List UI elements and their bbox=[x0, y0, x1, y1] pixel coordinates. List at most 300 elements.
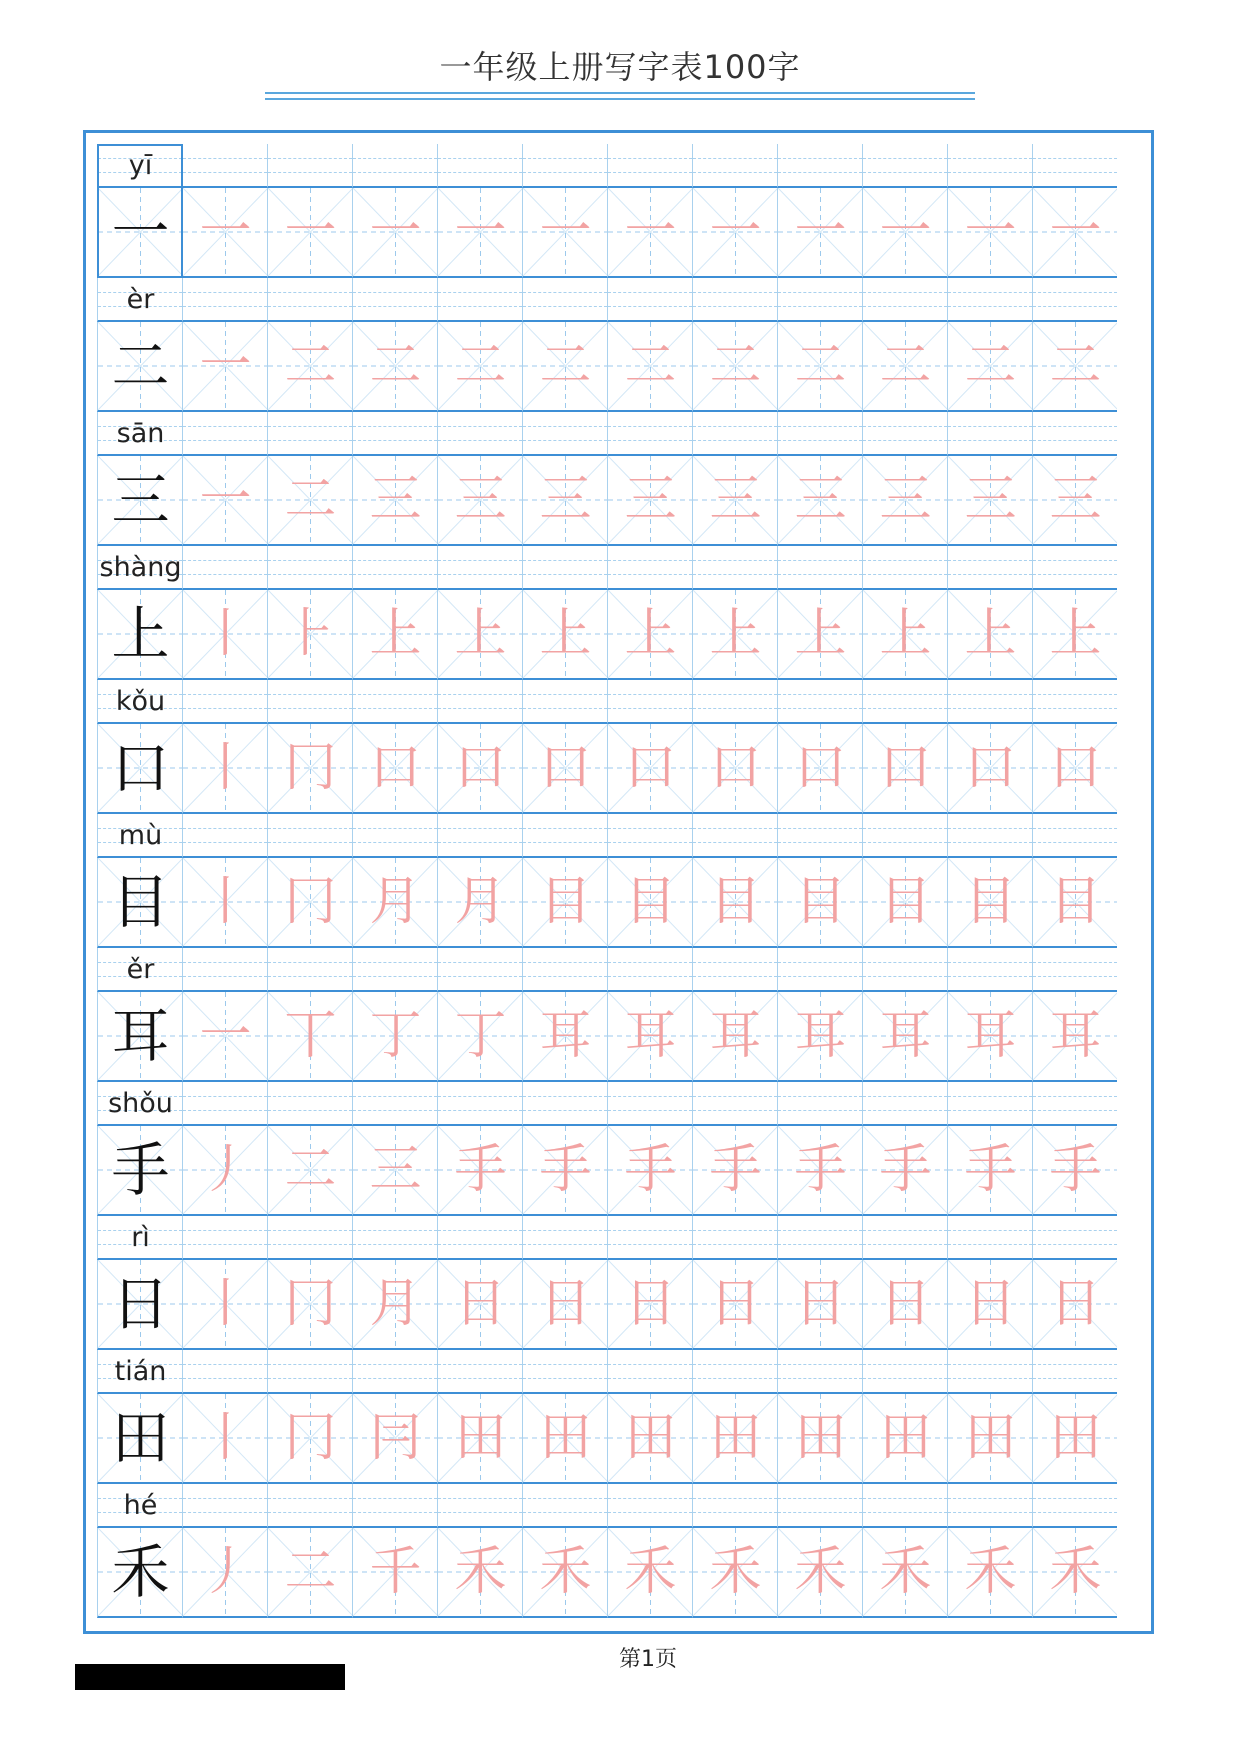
trace-character: 禾 bbox=[539, 1542, 592, 1602]
pinyin-cell-blank bbox=[1032, 814, 1117, 858]
pinyin-cell-label bbox=[97, 948, 182, 992]
pinyin-cell-blank bbox=[1032, 1216, 1117, 1260]
redaction-bar bbox=[75, 1664, 345, 1690]
trace-character-cell bbox=[352, 992, 437, 1082]
trace-character-cell bbox=[352, 322, 437, 412]
trace-character-cell bbox=[607, 1260, 692, 1350]
pinyin-cell-blank bbox=[607, 1082, 692, 1126]
trace-character-cell bbox=[777, 992, 862, 1082]
pinyin-cell-blank bbox=[267, 1484, 352, 1528]
trace-character-cell bbox=[182, 1394, 267, 1484]
trace-character-cell bbox=[182, 858, 267, 948]
pinyin-cell-blank bbox=[862, 680, 947, 724]
pinyin-cell-blank bbox=[777, 546, 862, 590]
pinyin-cell-blank bbox=[267, 412, 352, 456]
pinyin-band bbox=[97, 278, 1143, 322]
pinyin-label: shàng bbox=[99, 552, 182, 583]
trace-character: 手 bbox=[454, 1140, 507, 1200]
trace-character: 手 bbox=[794, 1140, 847, 1200]
pinyin-cell-blank bbox=[352, 278, 437, 322]
trace-character-cell bbox=[522, 322, 607, 412]
writing-sheet bbox=[83, 130, 1154, 1634]
trace-character-cell bbox=[522, 1394, 607, 1484]
pinyin-cell-blank bbox=[352, 1216, 437, 1260]
model-character: 目 bbox=[111, 868, 170, 936]
trace-character: 日 bbox=[624, 1274, 677, 1334]
pinyin-cell-blank bbox=[777, 412, 862, 456]
pinyin-cell-blank bbox=[267, 1350, 352, 1394]
trace-character: 上 bbox=[964, 604, 1017, 664]
trace-character: 手 bbox=[879, 1140, 932, 1200]
model-character: 一 bbox=[111, 198, 170, 266]
trace-character-cell bbox=[607, 322, 692, 412]
trace-character: 二 bbox=[964, 336, 1017, 396]
trace-character-cell bbox=[267, 322, 352, 412]
trace-character-cell bbox=[267, 1394, 352, 1484]
trace-character-cell bbox=[1032, 1528, 1117, 1618]
trace-character: 上 bbox=[369, 604, 422, 664]
pinyin-cell-blank bbox=[352, 1082, 437, 1126]
trace-character-cell bbox=[777, 322, 862, 412]
trace-character-cell bbox=[182, 724, 267, 814]
pinyin-cell-blank bbox=[1032, 412, 1117, 456]
pinyin-cell-blank bbox=[947, 1350, 1032, 1394]
trace-character-cell bbox=[692, 1260, 777, 1350]
pinyin-label: hé bbox=[123, 1490, 158, 1521]
pinyin-cell-blank bbox=[437, 546, 522, 590]
pinyin-label: kǒu bbox=[115, 686, 166, 717]
trace-character: 三 bbox=[624, 470, 677, 530]
pinyin-cell-blank bbox=[267, 1082, 352, 1126]
pinyin-cell-blank bbox=[437, 948, 522, 992]
trace-character: 一 bbox=[199, 1006, 252, 1066]
trace-character-cell bbox=[1032, 188, 1117, 278]
trace-character: 目 bbox=[709, 872, 762, 932]
trace-character: 手 bbox=[709, 1140, 762, 1200]
pinyin-label: shǒu bbox=[108, 1088, 173, 1119]
character-band bbox=[97, 188, 1143, 278]
pinyin-cell-label bbox=[97, 1082, 182, 1126]
trace-character: 丿 bbox=[199, 1542, 252, 1602]
pinyin-cell-blank bbox=[607, 814, 692, 858]
pinyin-cell-blank bbox=[862, 546, 947, 590]
trace-character-cell bbox=[437, 1528, 522, 1618]
trace-character-cell bbox=[182, 590, 267, 680]
character-band bbox=[97, 1528, 1143, 1618]
character-band bbox=[97, 590, 1143, 680]
trace-character: 一 bbox=[369, 202, 422, 262]
character-band bbox=[97, 724, 1143, 814]
pinyin-label: mù bbox=[118, 820, 163, 851]
pinyin-cell-blank bbox=[692, 1216, 777, 1260]
trace-character: 三 bbox=[1049, 470, 1102, 530]
trace-character-cell bbox=[182, 322, 267, 412]
pinyin-cell-blank bbox=[182, 1350, 267, 1394]
pinyin-cell-label bbox=[97, 278, 182, 322]
pinyin-label: èr bbox=[126, 284, 155, 315]
trace-character: 一 bbox=[624, 202, 677, 262]
trace-character-cell bbox=[607, 590, 692, 680]
pinyin-band bbox=[97, 412, 1143, 456]
trace-character-cell bbox=[182, 188, 267, 278]
trace-character: 二 bbox=[284, 1140, 337, 1200]
trace-character-cell bbox=[607, 1528, 692, 1618]
pinyin-cell-blank bbox=[692, 1350, 777, 1394]
trace-character-cell bbox=[522, 456, 607, 546]
trace-character: 三 bbox=[454, 470, 507, 530]
trace-character-cell bbox=[437, 188, 522, 278]
trace-character-cell bbox=[862, 724, 947, 814]
pinyin-cell-blank bbox=[692, 680, 777, 724]
trace-character: 冂 bbox=[284, 738, 337, 798]
trace-character: 二 bbox=[709, 336, 762, 396]
practice-row bbox=[97, 412, 1143, 546]
model-character-cell bbox=[97, 992, 182, 1082]
trace-character-cell bbox=[607, 1394, 692, 1484]
character-band bbox=[97, 1260, 1143, 1350]
model-character-cell bbox=[97, 1260, 182, 1350]
trace-character: 手 bbox=[1049, 1140, 1102, 1200]
pinyin-cell-blank bbox=[607, 412, 692, 456]
trace-character-cell bbox=[1032, 992, 1117, 1082]
trace-character: 日 bbox=[879, 1274, 932, 1334]
trace-character-cell bbox=[947, 1528, 1032, 1618]
pinyin-cell-blank bbox=[437, 680, 522, 724]
trace-character-cell bbox=[947, 724, 1032, 814]
trace-character-cell bbox=[267, 858, 352, 948]
trace-character: 口 bbox=[539, 738, 592, 798]
pinyin-band bbox=[97, 1082, 1143, 1126]
trace-character-cell bbox=[607, 456, 692, 546]
pinyin-cell-blank bbox=[947, 412, 1032, 456]
trace-character-cell bbox=[182, 992, 267, 1082]
pinyin-cell-blank bbox=[692, 1082, 777, 1126]
trace-character: 二 bbox=[1049, 336, 1102, 396]
pinyin-cell-blank bbox=[777, 1484, 862, 1528]
pinyin-cell-blank bbox=[862, 144, 947, 188]
trace-character: 禾 bbox=[879, 1542, 932, 1602]
trace-character-cell bbox=[777, 858, 862, 948]
pinyin-band bbox=[97, 546, 1143, 590]
trace-character-cell bbox=[522, 1528, 607, 1618]
trace-character: 口 bbox=[964, 738, 1017, 798]
trace-character-cell bbox=[352, 1260, 437, 1350]
practice-row bbox=[97, 546, 1143, 680]
pinyin-cell-blank bbox=[182, 144, 267, 188]
trace-character: 二 bbox=[369, 336, 422, 396]
model-character-cell bbox=[97, 456, 182, 546]
title-rule-bottom bbox=[265, 98, 975, 100]
trace-character: 一 bbox=[709, 202, 762, 262]
character-band bbox=[97, 456, 1143, 546]
model-character: 日 bbox=[111, 1270, 170, 1338]
pinyin-cell-label bbox=[97, 1484, 182, 1528]
trace-character: 一 bbox=[964, 202, 1017, 262]
trace-character: 田 bbox=[964, 1408, 1017, 1468]
trace-character-cell bbox=[437, 322, 522, 412]
trace-character: 口 bbox=[879, 738, 932, 798]
pinyin-cell-blank bbox=[522, 1350, 607, 1394]
trace-character-cell bbox=[692, 724, 777, 814]
pinyin-cell-blank bbox=[777, 1082, 862, 1126]
pinyin-cell-blank bbox=[522, 1082, 607, 1126]
pinyin-cell-blank bbox=[267, 948, 352, 992]
pinyin-cell-label bbox=[97, 814, 182, 858]
trace-character: 口 bbox=[709, 738, 762, 798]
trace-character-cell bbox=[777, 188, 862, 278]
pinyin-band bbox=[97, 948, 1143, 992]
trace-character: 丨 bbox=[199, 1408, 252, 1468]
pinyin-cell-blank bbox=[692, 278, 777, 322]
pinyin-cell-blank bbox=[352, 412, 437, 456]
pinyin-cell-blank bbox=[607, 144, 692, 188]
trace-character: 禾 bbox=[1049, 1542, 1102, 1602]
pinyin-cell-blank bbox=[182, 1484, 267, 1528]
pinyin-cell-blank bbox=[352, 948, 437, 992]
pinyin-cell-blank bbox=[267, 278, 352, 322]
trace-character-cell bbox=[267, 1528, 352, 1618]
trace-character: 禾 bbox=[624, 1542, 677, 1602]
title-rule-top bbox=[265, 92, 975, 94]
pinyin-cell-blank bbox=[352, 546, 437, 590]
pinyin-cell-blank bbox=[947, 680, 1032, 724]
trace-character-cell bbox=[692, 992, 777, 1082]
trace-character: 一 bbox=[1049, 202, 1102, 262]
pinyin-cell-blank bbox=[947, 546, 1032, 590]
pinyin-cell-blank bbox=[1032, 278, 1117, 322]
character-band bbox=[97, 992, 1143, 1082]
trace-character-cell bbox=[437, 858, 522, 948]
pinyin-label: ěr bbox=[126, 954, 155, 985]
trace-character: 二 bbox=[284, 336, 337, 396]
trace-character: 目 bbox=[1049, 872, 1102, 932]
pinyin-cell-blank bbox=[862, 1216, 947, 1260]
pinyin-cell-blank bbox=[1032, 546, 1117, 590]
trace-character-cell bbox=[267, 992, 352, 1082]
trace-character: 禾 bbox=[709, 1542, 762, 1602]
pinyin-cell-blank bbox=[862, 814, 947, 858]
trace-character-cell bbox=[352, 1126, 437, 1216]
pinyin-band bbox=[97, 814, 1143, 858]
pinyin-cell-blank bbox=[1032, 1484, 1117, 1528]
practice-row bbox=[97, 1484, 1143, 1618]
pinyin-band bbox=[97, 680, 1143, 724]
pinyin-label: sān bbox=[116, 418, 165, 449]
trace-character-cell bbox=[692, 188, 777, 278]
trace-character: 一 bbox=[879, 202, 932, 262]
trace-character: ⺊ bbox=[284, 604, 337, 664]
model-character: 上 bbox=[111, 600, 170, 668]
pinyin-cell-label bbox=[97, 144, 182, 188]
trace-character: 三 bbox=[709, 470, 762, 530]
trace-character-cell bbox=[437, 456, 522, 546]
trace-character-cell bbox=[522, 590, 607, 680]
trace-character: 三 bbox=[879, 470, 932, 530]
model-character: 三 bbox=[111, 466, 170, 534]
trace-character: 日 bbox=[794, 1274, 847, 1334]
pinyin-cell-blank bbox=[777, 144, 862, 188]
page-title: 一年级上册写字表100字 bbox=[439, 48, 801, 86]
trace-character: 手 bbox=[964, 1140, 1017, 1200]
trace-character: 耳 bbox=[964, 1006, 1017, 1066]
pinyin-cell-blank bbox=[522, 1216, 607, 1260]
trace-character: 二 bbox=[539, 336, 592, 396]
trace-character-cell bbox=[1032, 456, 1117, 546]
practice-row bbox=[97, 948, 1143, 1082]
trace-character-cell bbox=[607, 858, 692, 948]
trace-character: 一 bbox=[794, 202, 847, 262]
trace-character: 田 bbox=[539, 1408, 592, 1468]
trace-character: 耳 bbox=[624, 1006, 677, 1066]
trace-character: 上 bbox=[1049, 604, 1102, 664]
trace-character-cell bbox=[777, 1260, 862, 1350]
pinyin-cell-blank bbox=[352, 1350, 437, 1394]
trace-character: 耳 bbox=[539, 1006, 592, 1066]
trace-character: 丨 bbox=[199, 1274, 252, 1334]
trace-character: 月 bbox=[369, 1274, 422, 1334]
trace-character: 目 bbox=[624, 872, 677, 932]
trace-character: 二 bbox=[284, 470, 337, 530]
trace-character: 手 bbox=[624, 1140, 677, 1200]
pinyin-cell-blank bbox=[352, 1484, 437, 1528]
trace-character-cell bbox=[267, 456, 352, 546]
trace-character-cell bbox=[862, 1126, 947, 1216]
trace-character: 上 bbox=[624, 604, 677, 664]
pinyin-cell-blank bbox=[182, 278, 267, 322]
trace-character: 冂 bbox=[284, 1408, 337, 1468]
pinyin-cell-blank bbox=[947, 948, 1032, 992]
trace-character-cell bbox=[607, 1126, 692, 1216]
pinyin-cell-blank bbox=[522, 680, 607, 724]
pinyin-cell-blank bbox=[862, 1082, 947, 1126]
pinyin-cell-blank bbox=[607, 546, 692, 590]
trace-character: 三 bbox=[369, 1140, 422, 1200]
trace-character-cell bbox=[777, 1528, 862, 1618]
practice-row bbox=[97, 144, 1143, 278]
trace-character-cell bbox=[1032, 724, 1117, 814]
trace-character-cell bbox=[947, 456, 1032, 546]
pinyin-cell-blank bbox=[607, 1216, 692, 1260]
trace-character: 丿 bbox=[199, 1140, 252, 1200]
trace-character: 目 bbox=[964, 872, 1017, 932]
trace-character-cell bbox=[862, 590, 947, 680]
pinyin-cell-label bbox=[97, 680, 182, 724]
pinyin-label: yī bbox=[128, 150, 153, 181]
trace-character-cell bbox=[777, 1394, 862, 1484]
trace-character: 日 bbox=[539, 1274, 592, 1334]
trace-character-cell bbox=[607, 724, 692, 814]
pinyin-cell-blank bbox=[862, 278, 947, 322]
model-character-cell bbox=[97, 1394, 182, 1484]
trace-character-cell bbox=[267, 724, 352, 814]
trace-character-cell bbox=[692, 322, 777, 412]
pinyin-cell-blank bbox=[437, 1484, 522, 1528]
pinyin-cell-blank bbox=[1032, 144, 1117, 188]
pinyin-cell-blank bbox=[437, 278, 522, 322]
trace-character: 冂 bbox=[284, 1274, 337, 1334]
trace-character: 日 bbox=[709, 1274, 762, 1334]
practice-row bbox=[97, 814, 1143, 948]
practice-row bbox=[97, 1082, 1143, 1216]
trace-character-cell bbox=[522, 1126, 607, 1216]
model-character: 口 bbox=[111, 734, 170, 802]
trace-character: 日 bbox=[964, 1274, 1017, 1334]
trace-character: 三 bbox=[794, 470, 847, 530]
trace-character: 上 bbox=[539, 604, 592, 664]
trace-character: 丨 bbox=[199, 738, 252, 798]
trace-character-cell bbox=[522, 992, 607, 1082]
pinyin-cell-blank bbox=[947, 144, 1032, 188]
trace-character-cell bbox=[352, 1394, 437, 1484]
character-band bbox=[97, 1394, 1143, 1484]
model-character-cell bbox=[97, 724, 182, 814]
pinyin-cell-blank bbox=[1032, 1350, 1117, 1394]
trace-character-cell bbox=[777, 1126, 862, 1216]
trace-character-cell bbox=[182, 1126, 267, 1216]
trace-character-cell bbox=[692, 456, 777, 546]
pinyin-band bbox=[97, 1216, 1143, 1260]
trace-character: 口 bbox=[454, 738, 507, 798]
pinyin-cell-blank bbox=[947, 814, 1032, 858]
pinyin-cell-blank bbox=[522, 814, 607, 858]
pinyin-cell-blank bbox=[352, 680, 437, 724]
trace-character: 丨 bbox=[199, 604, 252, 664]
trace-character: 丅 bbox=[284, 1006, 337, 1066]
trace-character-cell bbox=[607, 992, 692, 1082]
model-character: 二 bbox=[111, 332, 170, 400]
pinyin-cell-blank bbox=[607, 1484, 692, 1528]
pinyin-cell-blank bbox=[777, 680, 862, 724]
pinyin-cell-blank bbox=[947, 1216, 1032, 1260]
trace-character: 手 bbox=[539, 1140, 592, 1200]
character-band bbox=[97, 322, 1143, 412]
trace-character-cell bbox=[607, 188, 692, 278]
trace-character-cell bbox=[692, 1126, 777, 1216]
trace-character-cell bbox=[947, 1126, 1032, 1216]
trace-character-cell bbox=[267, 590, 352, 680]
pinyin-cell-label bbox=[97, 1350, 182, 1394]
trace-character: 一 bbox=[284, 202, 337, 262]
pinyin-cell-blank bbox=[522, 1484, 607, 1528]
trace-character: 口 bbox=[794, 738, 847, 798]
trace-character-cell bbox=[1032, 1394, 1117, 1484]
trace-character: 目 bbox=[794, 872, 847, 932]
trace-character: 一 bbox=[539, 202, 592, 262]
trace-character-cell bbox=[352, 590, 437, 680]
trace-character-cell bbox=[182, 1260, 267, 1350]
practice-row bbox=[97, 1216, 1143, 1350]
practice-row bbox=[97, 278, 1143, 412]
pinyin-cell-blank bbox=[862, 948, 947, 992]
trace-character-cell bbox=[437, 1126, 522, 1216]
trace-character: 月 bbox=[369, 872, 422, 932]
pinyin-cell-blank bbox=[607, 278, 692, 322]
trace-character: 丁 bbox=[369, 1006, 422, 1066]
trace-character-cell bbox=[522, 724, 607, 814]
trace-character-cell bbox=[437, 724, 522, 814]
practice-row bbox=[97, 680, 1143, 814]
pinyin-cell-blank bbox=[437, 1216, 522, 1260]
pinyin-cell-blank bbox=[947, 1082, 1032, 1126]
trace-character: 冂 bbox=[284, 872, 337, 932]
pinyin-cell-blank bbox=[267, 814, 352, 858]
trace-character-cell bbox=[352, 724, 437, 814]
pinyin-cell-blank bbox=[522, 278, 607, 322]
trace-character: 日 bbox=[1049, 1274, 1102, 1334]
pinyin-cell-blank bbox=[522, 412, 607, 456]
trace-character: 冃 bbox=[369, 1408, 422, 1468]
trace-character: 口 bbox=[369, 738, 422, 798]
